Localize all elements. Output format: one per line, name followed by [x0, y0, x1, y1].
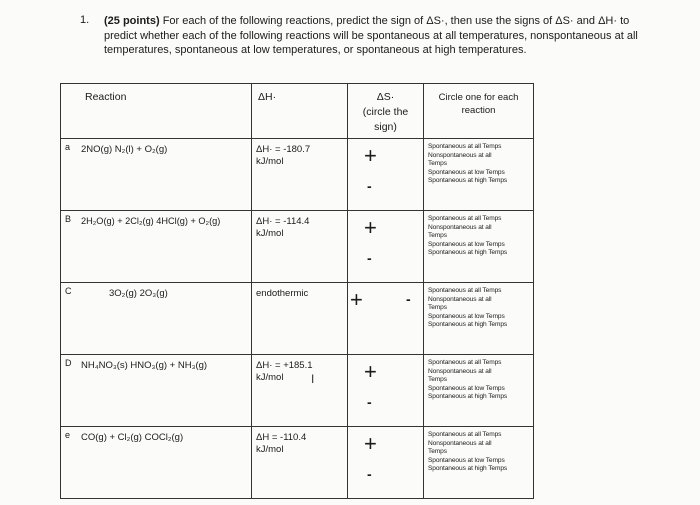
plus-sign-option[interactable]: + [364, 215, 377, 240]
text-cursor-icon: I [311, 372, 315, 386]
ds-sign-cell [348, 355, 424, 427]
table-row [61, 355, 534, 427]
dh-value: ΔH· = +185.1 [256, 360, 313, 371]
header-ds-line3: sign) [374, 121, 397, 133]
option-nonspontaneous-all[interactable]: Nonspontaneous at all [428, 367, 492, 375]
option-nonspontaneous-all-temps[interactable]: Temps [428, 376, 447, 384]
plus-sign-option[interactable]: + [350, 287, 363, 312]
dh-unit: kJ/mol [256, 228, 284, 239]
reaction-cell [61, 211, 252, 283]
option-nonspontaneous-all[interactable]: Nonspontaneous at all [428, 295, 492, 303]
row-letter: D [65, 358, 72, 368]
dh-unit: kJ/mol [256, 156, 284, 167]
option-spontaneous-high[interactable]: Spontaneous at high Temps [428, 393, 508, 401]
option-nonspontaneous-all[interactable]: Nonspontaneous at all [428, 151, 492, 159]
option-nonspontaneous-all-temps[interactable]: Temps [428, 304, 447, 312]
dh-value: endothermic [256, 288, 309, 299]
option-nonspontaneous-all-temps[interactable]: Temps [428, 448, 447, 456]
table-row [61, 427, 534, 499]
table-row [61, 283, 534, 355]
question-points: (25 points) [104, 15, 160, 27]
reaction-equation: 3O₂(g) 2O₃(g) [109, 288, 168, 299]
header-ds-line2: (circle the [362, 106, 409, 118]
header-dh [252, 84, 348, 139]
option-spontaneous-high[interactable]: Spontaneous at high Temps [428, 465, 508, 473]
header-circle [424, 84, 534, 139]
row-letter: C [65, 286, 72, 296]
option-spontaneous-low[interactable]: Spontaneous at low Temps [428, 456, 505, 464]
dh-value: ΔH· = -114.4 [256, 216, 310, 227]
reaction-cell [61, 427, 252, 499]
header-ds-label [348, 84, 423, 135]
row-letter: e [65, 430, 71, 440]
dh-cell [252, 211, 348, 283]
question-text [104, 14, 664, 58]
dh-cell [252, 139, 348, 211]
option-nonspontaneous-all-temps[interactable]: Temps [428, 160, 447, 168]
minus-sign-option[interactable]: - [367, 178, 372, 194]
options-cell [424, 355, 534, 427]
table-row [61, 139, 534, 211]
option-nonspontaneous-all[interactable]: Nonspontaneous at all [428, 223, 492, 231]
header-dh-label: ΔH· [258, 91, 277, 103]
header-ds-line1: ΔS· [376, 91, 395, 103]
minus-sign-option[interactable]: - [406, 291, 411, 307]
reactions-table [60, 83, 534, 499]
header-reaction-label: Reaction [85, 91, 127, 103]
options-cell [424, 427, 534, 499]
dh-unit: kJ/mol [256, 444, 284, 455]
plus-sign-option[interactable]: + [364, 359, 377, 384]
plus-sign-option[interactable]: + [364, 143, 377, 168]
reaction-cell [61, 355, 252, 427]
dh-unit: kJ/mol [256, 372, 284, 383]
header-row [61, 84, 534, 139]
question-body: For each of the following reactions, predict the sign of ΔS·, then use the signs of ΔS· and ΔH· to predict whether each of the following reactions will be spontaneous at all temperatures, nonspontaneous at all temperatures, spontaneous at low temperatures, or spontaneous at high temperatures. [104, 15, 638, 56]
header-circle-line2: reaction [461, 105, 496, 116]
dh-value: ΔH = -110.4 [256, 432, 307, 443]
ds-sign-cell [348, 427, 424, 499]
reaction-equation: 2NO(g) N₂(l) + O₂(g) [81, 144, 168, 155]
options-cell [424, 139, 534, 211]
option-spontaneous-low[interactable]: Spontaneous at low Temps [428, 384, 505, 392]
row-letter: a [65, 142, 71, 152]
option-spontaneous-all[interactable]: Spontaneous at all Temps [428, 287, 502, 294]
header-circle-label [424, 84, 533, 117]
dh-cell [252, 427, 348, 499]
option-nonspontaneous-all-temps[interactable]: Temps [428, 232, 447, 240]
minus-sign-option[interactable]: - [367, 394, 372, 410]
ds-sign-cell [348, 283, 424, 355]
dh-cell [252, 283, 348, 355]
header-circle-line1: Circle one for each [438, 92, 519, 103]
option-spontaneous-all[interactable]: Spontaneous at all Temps [428, 431, 502, 438]
dh-value: ΔH· = -180.7 [256, 144, 311, 155]
minus-sign-option[interactable]: - [367, 466, 372, 482]
reaction-cell [61, 139, 252, 211]
reaction-equation: CO(g) + Cl₂(g) COCl₂(g) [81, 432, 184, 443]
option-spontaneous-low[interactable]: Spontaneous at low Temps [428, 168, 505, 176]
dh-cell [252, 355, 348, 427]
table-row [61, 211, 534, 283]
option-spontaneous-all[interactable]: Spontaneous at all Temps [428, 215, 502, 222]
reaction-equation: NH₄NO₃(s) HNO₃(g) + NH₃(g) [81, 360, 208, 371]
option-spontaneous-high[interactable]: Spontaneous at high Temps [428, 321, 508, 329]
option-spontaneous-all[interactable]: Spontaneous at all Temps [428, 359, 502, 366]
reaction-equation: 2H₂O(g) + 2Cl₂(g) 4HCl(g) + O₂(g) [81, 216, 221, 226]
header-reaction [61, 84, 252, 139]
option-spontaneous-low[interactable]: Spontaneous at low Temps [428, 240, 505, 248]
option-spontaneous-low[interactable]: Spontaneous at low Temps [428, 312, 505, 320]
question-number: 1. [80, 14, 90, 26]
options-cell [424, 211, 534, 283]
plus-sign-option[interactable]: + [364, 431, 377, 456]
minus-sign-option[interactable]: - [367, 250, 372, 266]
option-nonspontaneous-all[interactable]: Nonspontaneous at all [428, 439, 492, 447]
option-spontaneous-all[interactable]: Spontaneous at all Temps [428, 143, 502, 150]
header-ds [348, 84, 424, 139]
options-cell [424, 283, 534, 355]
reaction-cell [61, 283, 252, 355]
row-letter: B [65, 214, 72, 224]
option-spontaneous-high[interactable]: Spontaneous at high Temps [428, 249, 508, 257]
ds-sign-cell [348, 139, 424, 211]
ds-sign-cell [348, 211, 424, 283]
option-spontaneous-high[interactable]: Spontaneous at high Temps [428, 177, 508, 185]
